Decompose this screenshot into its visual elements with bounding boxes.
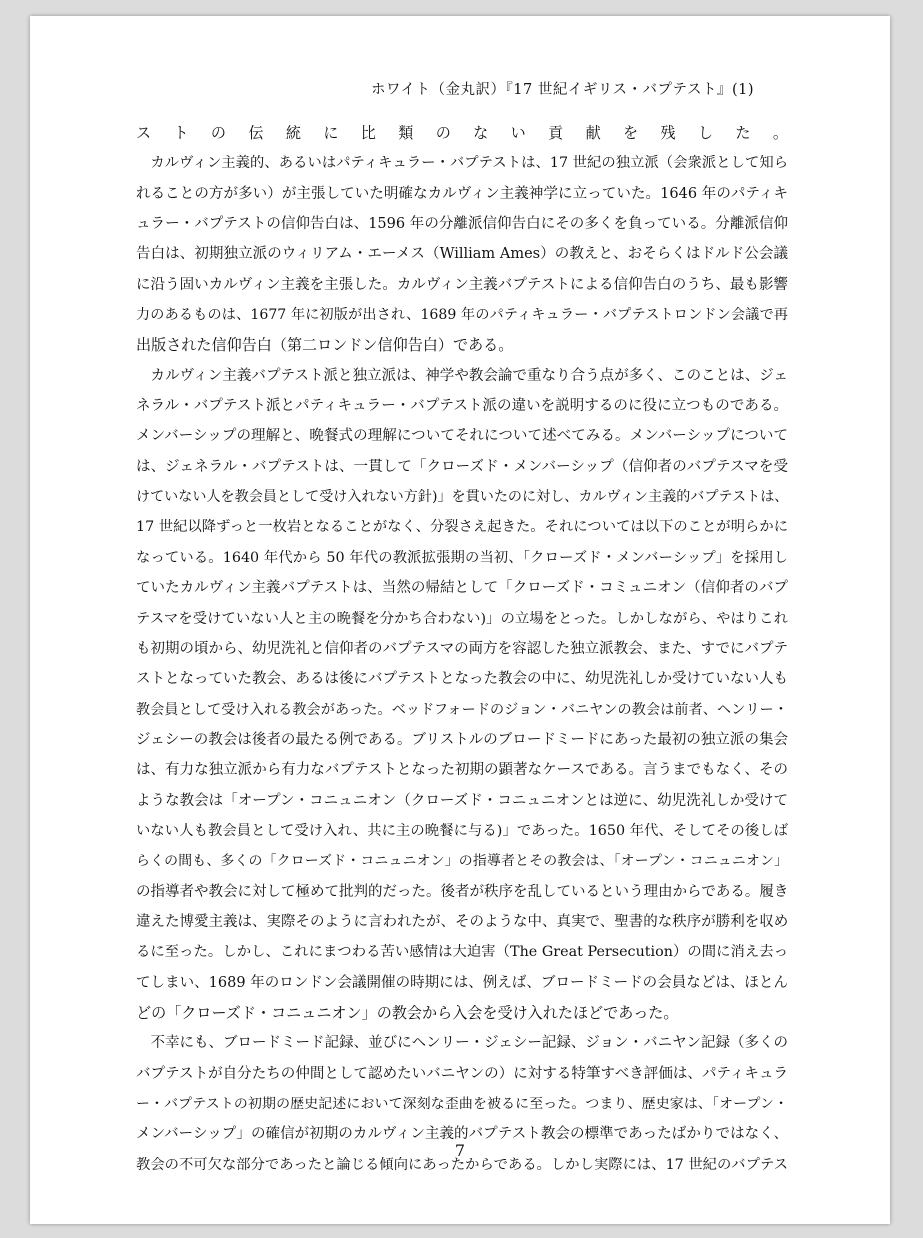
text-line: ストとなっていた教会、あるは後にバプテストとなった教会の中に、幼児洗礼しか受けていない人も <box>136 671 788 688</box>
text-line: カルヴィン主義バプテスト派と独立派は、神学や教会論で重なり合う点が多く、このことは、ジェ <box>136 367 788 384</box>
running-header: ホワイト（金丸訳）『17 世紀イギリス・バプテスト』(1) <box>370 82 754 98</box>
text-line: に沿う固いカルヴィン主義を主張した。カルヴィン主義バプテストによる信仰告白のうち、最も影響 <box>136 276 788 293</box>
text-line: れることの方が多い）が主張していた明確なカルヴィン主義神学に立っていた。1646 年のパティキ <box>136 185 788 202</box>
text-line: てしまい、1689 年のロンドン会議開催の時期には、例えば、ブロードミードの会員などは、ほとん <box>136 974 788 991</box>
text-line: 出版された信仰告白（第二ロンドン信仰告白）である。 <box>136 336 514 355</box>
text-line: ような教会は「オープン・コニュニオン（クローズド・コニュニオンとは逆に、幼児洗礼しか受けて <box>136 792 788 809</box>
text-line: いない人も教会員として受け入れ、共に主の晩餐に与る)」であった。1650 年代、そしてその後しば <box>136 822 788 839</box>
text-line: 教会員として受け入れる教会があった。ベッドフォードのジョン・バニヤンの教会は前者、ヘンリー・ <box>136 701 788 718</box>
text-line: 力のあるものは、1677 年に初版が出され、1689 年のパティキュラー・バプテストロンドン会議で再 <box>136 307 788 324</box>
text-line: 17 世紀以降ずっと一枚岩となることがなく、分裂さえ起きた。それについては以下のことが明らかに <box>136 519 788 536</box>
text-line: メンバーシップ」の確信が初期のカルヴィン主義的バプテスト教会の標準であったばかりではなく、 <box>136 1126 788 1143</box>
text-line: ジェシーの教会は後者の最たる例である。ブリストルのブロードミードにあった最初の独立派の集会 <box>136 731 788 748</box>
text-line: の指導者や教会に対して極めて批判的だった。後者が秩序を乱しているという理由からである。履き <box>136 883 788 900</box>
text-line: も初期の頃から、幼児洗礼と信仰者のバプテスマの両方を容認した独立派教会、また、すでにバプテ <box>136 640 788 657</box>
text-line: ストの伝統に比類のない貢献を残した。 <box>136 124 788 142</box>
text-line: るに至った。しかし、これにまつわる苦い感情は大迫害（The Great Persecution）の間に消え去っ <box>136 944 788 961</box>
text-line: なっている。1640 年代から 50 年代の教派拡張期の当初、「クローズド・メンバーシップ」を採用し <box>136 549 788 566</box>
text-line: 教会の不可欠な部分であったと論じる傾向にあったからである。しかし実際には、17 世紀のバプテス <box>136 1156 788 1173</box>
text-line: らくの間も、多くの「クローズド・コニュニオン」の指導者とその教会は、「オープン・コニュニオン」 <box>136 853 788 870</box>
text-line: ュラー・バプテストの信仰告白は、1596 年の分離派信仰告白にその多くを負っている。分離派信仰 <box>136 216 788 233</box>
text-line: 不幸にも、ブロードミード記録、並びにヘンリー・ジェシー記録、ジョン・バニヤン記録（多くの <box>136 1035 788 1052</box>
text-line: カルヴィン主義的、あるいはパティキュラー・バプテストは、17 世紀の独立派（会衆派として知ら <box>136 155 788 172</box>
page-number: 7 <box>454 1141 466 1160</box>
text-line: は、ジェネラル・バプテストは、一貫して「クローズド・メンバーシップ（信仰者のバプテスマを受 <box>136 458 788 475</box>
text-line: テスマを受けていない人と主の晩餐を分かち合わない)」の立場をとった。しかしながら、やはりこれ <box>136 610 788 627</box>
text-line: 告白は、初期独立派のウィリアム・エーメス（William Ames）の教えと、おそらくはドルド公会議 <box>136 246 788 263</box>
text-line: 違えた博愛主義は、実際そのように言われたが、そのような中、真実で、聖書的な秩序が勝利を収め <box>136 913 788 930</box>
text-line: は、有力な独立派から有力なバプテストとなった初期の顕著なケースである。言うまでもなく、その <box>136 762 788 779</box>
body-text <box>136 118 788 1180</box>
text-line: ー・バプテストの初期の歴史記述において深刻な歪曲を被るに至った。つまり、歴史家は、「オープン・ <box>136 1096 788 1112</box>
text-line: メンバーシップの理解と、晩餐式の理解についてそれについて述べてみる。メンバーシップについて <box>136 428 788 445</box>
text-line: ネラル・バプテスト派とパティキュラー・バプテスト派の違いを説明するのに役に立つものである。 <box>136 398 788 415</box>
text-line: どの「クローズド・コニュニオン」の教会から入会を受け入れたほどであった。 <box>136 1003 679 1022</box>
text-line: ていたカルヴィン主義バプテストは、当然の帰結として「クローズド・コミュニオン（信仰者のバプ <box>136 580 788 597</box>
text-line: バプテストが自分たちの仲間として認めたいバニヤンの）に対する特筆すべき評価は、パティキュラ <box>136 1065 788 1082</box>
text-line: けていない人を教会員として受け入れない方針)」を貫いたのに対し、カルヴィン主義的バプテストは、 <box>136 489 788 506</box>
document-page <box>30 16 890 1224</box>
